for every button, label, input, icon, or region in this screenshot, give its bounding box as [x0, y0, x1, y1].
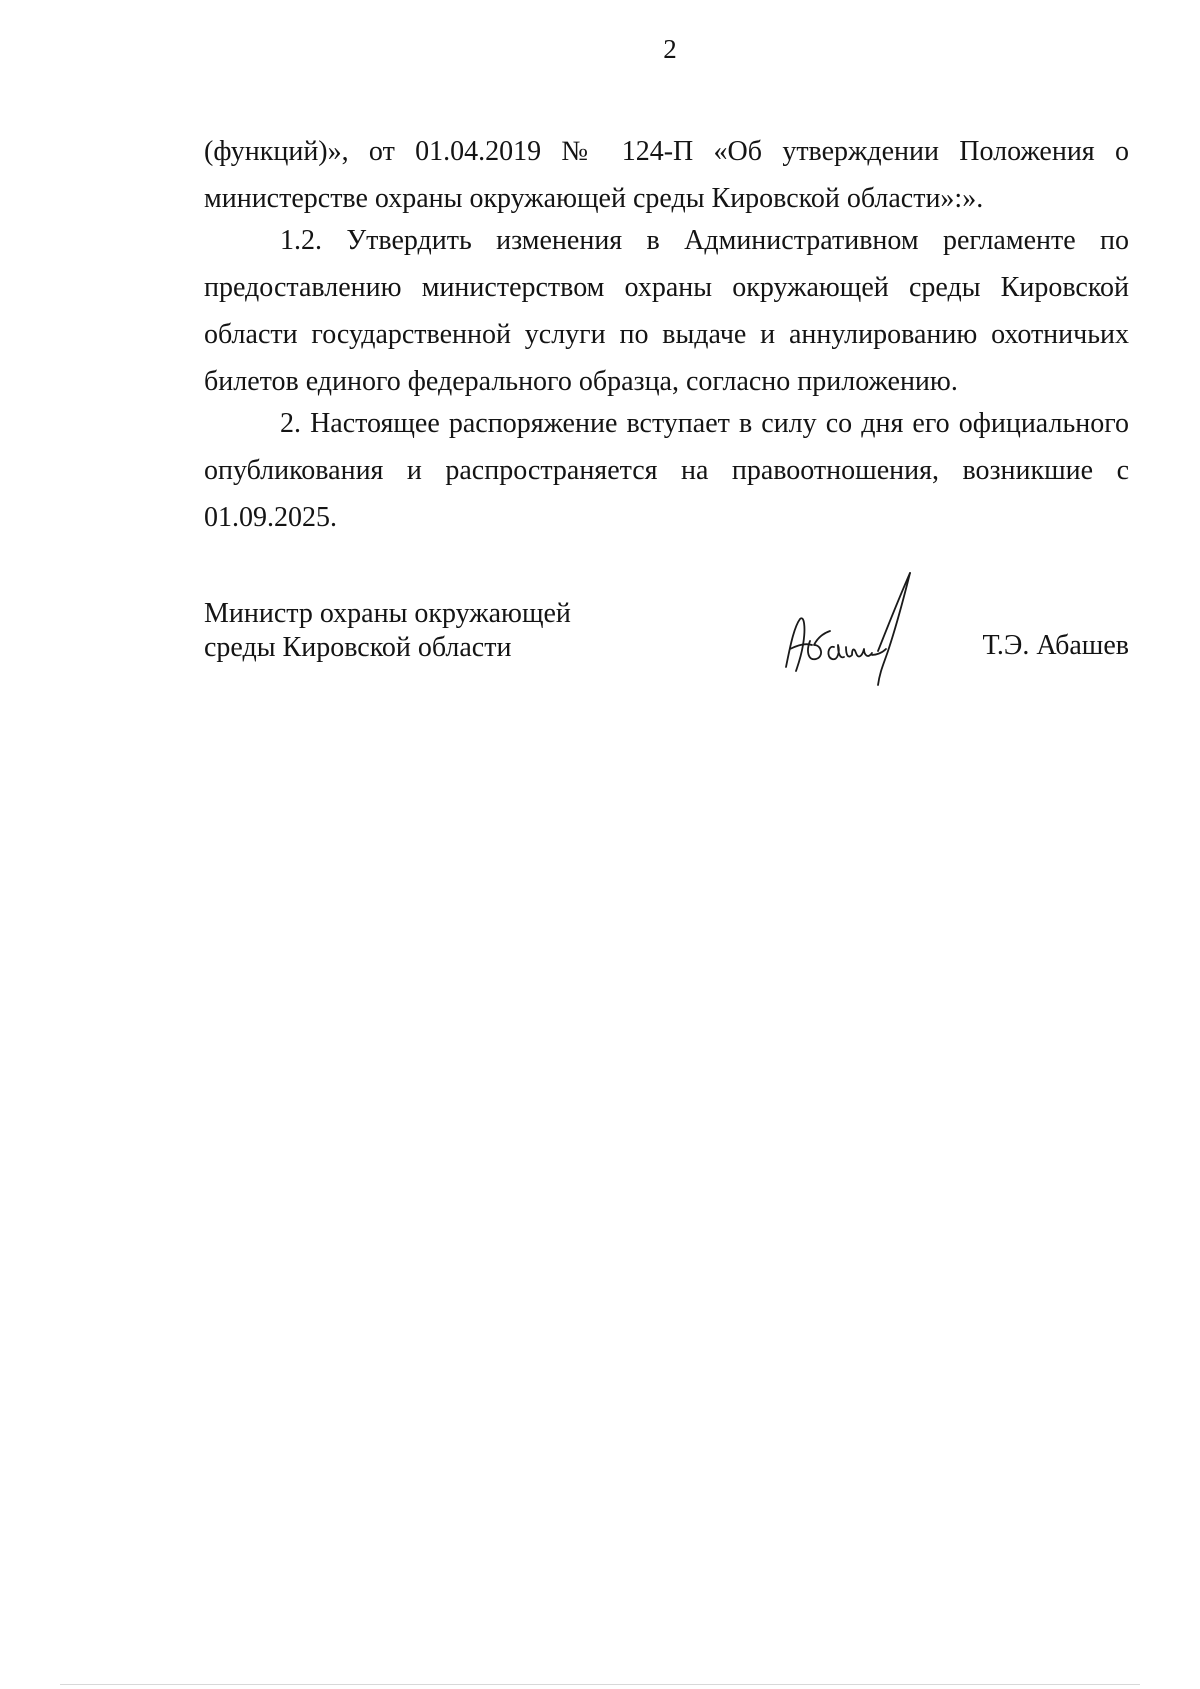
signature-block [204, 597, 1129, 687]
page-bottom-edge [60, 1684, 1140, 1685]
text-line: 01.09.2025. [204, 502, 337, 533]
signer-position [204, 597, 571, 665]
signer-position-line-1: Министр охраны окружающей [204, 598, 571, 629]
paragraph-item-2 [204, 400, 1129, 541]
text-line: области государственной услуги по выдаче и аннулированию охотничьих [204, 319, 1129, 350]
text-line: 2. Настоящее распоряжение вступает в силу со дня его официального [280, 408, 1129, 439]
page-number: 2 [663, 34, 677, 64]
handwritten-signature-image [776, 567, 926, 697]
paragraph-item-1-2 [204, 217, 1129, 405]
text-line: билетов единого федерального образца, согласно приложению. [204, 366, 958, 397]
paragraph-continuation [204, 128, 1129, 222]
signer-name: Т.Э. Абашев [982, 630, 1129, 661]
text-line: 1.2. Утвердить изменения в Административном регламенте по [280, 225, 1129, 256]
text-line: предоставлению министерством охраны окружающей среды Кировской [204, 272, 1129, 303]
text-line: (функций)», от 01.04.2019 № 124-П «Об утверждении Положения о [204, 136, 1129, 167]
text-line: министерстве охраны окружающей среды Кировской области»:». [204, 183, 984, 214]
signer-position-line-2: среды Кировской области [204, 632, 512, 663]
text-line: опубликования и распространяется на правоотношения, возникшие с [204, 455, 1129, 486]
